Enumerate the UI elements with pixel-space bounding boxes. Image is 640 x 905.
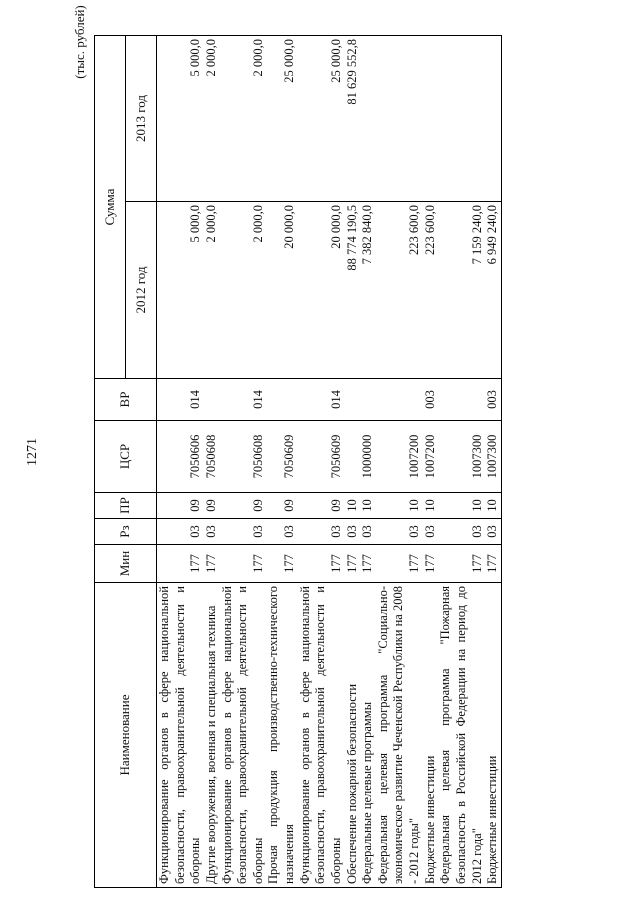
row-rz: 03 <box>266 519 297 545</box>
row-amount-2012: 2 000,0 <box>220 202 267 379</box>
row-amount-2012: 2 000,0 <box>204 202 220 379</box>
row-name: Федеральные целевые программы <box>360 583 376 888</box>
row-amount-2012: 7 159 240,0 <box>438 202 485 379</box>
table-row <box>360 36 376 888</box>
row-vr: 003 <box>485 379 501 421</box>
row-name: Федеральная целевая программа "Пожарная безопасность в Российской Федерации на период до 2012 года" <box>438 583 485 888</box>
row-csr: 1007200 <box>376 421 423 493</box>
row-pr: 10 <box>376 493 423 519</box>
budget-table <box>94 35 502 888</box>
header-pr: ПР <box>95 493 157 519</box>
row-min: 177 <box>204 545 220 583</box>
row-min: 177 <box>423 545 439 583</box>
row-amount-2013: 25 000,0 <box>266 36 297 202</box>
row-csr: 1007300 <box>438 421 485 493</box>
row-amount-2012: 20 000,0 <box>298 202 345 379</box>
row-name: Функционирование органов в сфере национальной безопасности, правоохранительной деятельности и обороны <box>220 583 267 888</box>
row-amount-2012: 5 000,0 <box>157 202 204 379</box>
row-amount-2013: 2 000,0 <box>220 36 267 202</box>
unit-label: (тыс. рублей) <box>72 5 87 79</box>
row-rz: 03 <box>376 519 423 545</box>
row-rz: 03 <box>438 519 485 545</box>
row-rz: 03 <box>220 519 267 545</box>
table-body <box>157 36 502 888</box>
table-row <box>376 36 423 888</box>
row-name: Обеспечение пожарной безопасности <box>345 583 361 888</box>
row-csr <box>345 421 361 493</box>
row-pr: 10 <box>360 493 376 519</box>
row-amount-2012: 223 600,0 <box>423 202 439 379</box>
table-row <box>204 36 220 888</box>
header-year-2013: 2013 год <box>126 36 157 202</box>
row-name: Другие вооружения, военная и специальная техника <box>204 583 220 888</box>
row-vr: 014 <box>298 379 345 421</box>
header-csr: ЦСР <box>95 421 157 493</box>
row-amount-2013 <box>485 36 501 202</box>
header-year-2012: 2012 год <box>126 202 157 379</box>
row-pr: 10 <box>485 493 501 519</box>
row-pr: 09 <box>220 493 267 519</box>
row-amount-2013 <box>423 36 439 202</box>
header-rz: Рз <box>95 519 157 545</box>
row-pr: 10 <box>423 493 439 519</box>
row-rz: 03 <box>157 519 204 545</box>
table-row <box>345 36 361 888</box>
row-min: 177 <box>345 545 361 583</box>
row-name: Функционирование органов в сфере национальной безопасности, правоохранительной деятельности и обороны <box>298 583 345 888</box>
header-row <box>95 36 126 888</box>
row-name: Федеральная целевая программа "Социально-экономическое развитие Чеченской Республики на 2008 - 2012 годы" <box>376 583 423 888</box>
row-min: 177 <box>298 545 345 583</box>
table-row <box>438 36 485 888</box>
row-pr: 10 <box>438 493 485 519</box>
table-row <box>220 36 267 888</box>
header-min: Мин <box>95 545 157 583</box>
row-amount-2012: 7 382 840,0 <box>360 202 376 379</box>
row-amount-2013 <box>376 36 423 202</box>
row-name: Функционирование органов в сфере национальной безопасности, правоохранительной деятельности и обороны <box>157 583 204 888</box>
row-rz: 03 <box>423 519 439 545</box>
row-vr <box>376 379 423 421</box>
page-number: 1271 <box>25 438 40 466</box>
row-csr: 1000000 <box>360 421 376 493</box>
row-vr: 014 <box>220 379 267 421</box>
row-vr <box>360 379 376 421</box>
header-name: Наименование <box>95 583 157 888</box>
row-amount-2013: 81 629 552,8 <box>345 36 361 202</box>
row-name: Бюджетные инвестиции <box>423 583 439 888</box>
row-amount-2013 <box>438 36 485 202</box>
row-vr <box>345 379 361 421</box>
row-min: 177 <box>485 545 501 583</box>
row-csr: 1007300 <box>485 421 501 493</box>
row-vr <box>266 379 297 421</box>
row-csr: 7050609 <box>298 421 345 493</box>
header-sum: Сумма <box>95 36 126 379</box>
table-row <box>423 36 439 888</box>
rotated-table-container <box>94 36 548 888</box>
row-vr: 003 <box>423 379 439 421</box>
row-csr: 7050608 <box>204 421 220 493</box>
row-vr <box>204 379 220 421</box>
row-rz: 03 <box>204 519 220 545</box>
row-csr: 1007200 <box>423 421 439 493</box>
row-amount-2012: 6 949 240,0 <box>485 202 501 379</box>
row-name: Прочая продукция производственно-технического назначения <box>266 583 297 888</box>
row-min: 177 <box>376 545 423 583</box>
row-pr: 10 <box>345 493 361 519</box>
row-min: 177 <box>266 545 297 583</box>
row-rz: 03 <box>485 519 501 545</box>
row-amount-2013: 5 000,0 <box>157 36 204 202</box>
row-min: 177 <box>438 545 485 583</box>
row-rz: 03 <box>298 519 345 545</box>
row-pr: 09 <box>266 493 297 519</box>
row-amount-2013: 25 000,0 <box>298 36 345 202</box>
row-min: 177 <box>360 545 376 583</box>
row-pr: 09 <box>157 493 204 519</box>
row-min: 177 <box>220 545 267 583</box>
table-row <box>485 36 501 888</box>
table-row <box>157 36 204 888</box>
row-min: 177 <box>157 545 204 583</box>
row-csr: 7050606 <box>157 421 204 493</box>
row-pr: 09 <box>204 493 220 519</box>
row-rz: 03 <box>360 519 376 545</box>
row-rz: 03 <box>345 519 361 545</box>
row-csr: 7050609 <box>266 421 297 493</box>
row-amount-2013 <box>360 36 376 202</box>
table-row <box>298 36 345 888</box>
table-row <box>266 36 297 888</box>
row-csr: 7050608 <box>220 421 267 493</box>
row-amount-2012: 223 600,0 <box>376 202 423 379</box>
row-pr: 09 <box>298 493 345 519</box>
row-name: Бюджетные инвестиции <box>485 583 501 888</box>
header-vr: ВР <box>95 379 157 421</box>
row-amount-2012: 20 000,0 <box>266 202 297 379</box>
row-vr <box>438 379 485 421</box>
row-amount-2013: 2 000,0 <box>204 36 220 202</box>
row-vr: 014 <box>157 379 204 421</box>
row-amount-2012: 88 774 190,5 <box>345 202 361 379</box>
